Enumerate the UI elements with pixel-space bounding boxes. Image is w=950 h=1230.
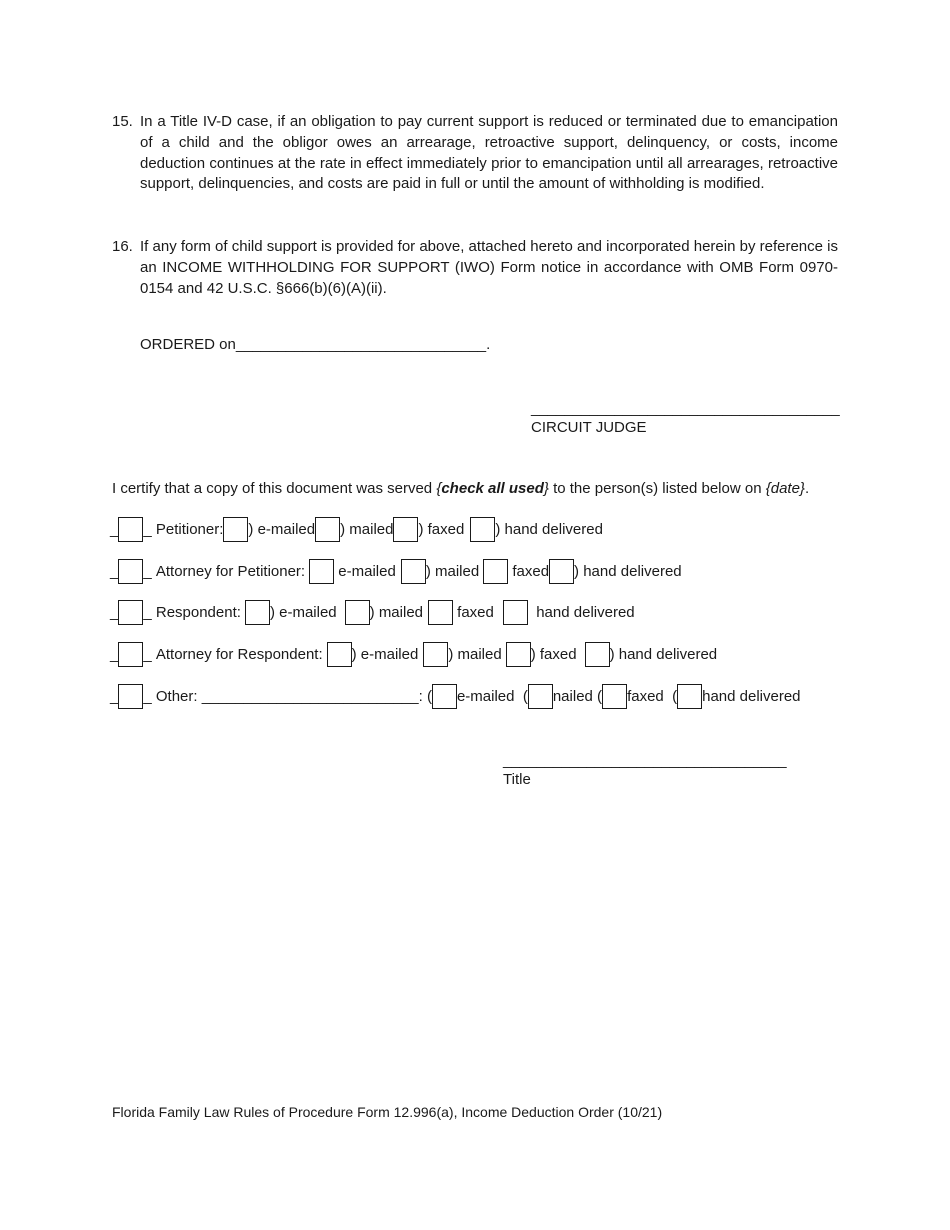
emailed-label: e-mailed	[257, 520, 316, 538]
faxed-label: faxed	[512, 562, 550, 580]
party-checkbox[interactable]	[118, 642, 143, 667]
mailed-label: nailed	[552, 687, 593, 705]
ordered-on-line	[140, 335, 490, 355]
party-label: Attorney for Petitioner:	[155, 562, 306, 580]
mailed-checkbox[interactable]	[315, 517, 340, 542]
paragraph-text: In a Title IV-D case, if an obligation to pay current support is reduced or terminated due to emancipation of a child and the obligor owes an arrearage, retroactive support, delinquency, or costs, income deduction continues at the rate in effect immediately prior to emancipation until all arrearages, retroactive support, delinquencies, and costs are paid in full or until the amount of withholding is modified.	[140, 113, 838, 193]
party-checkbox[interactable]	[118, 684, 143, 709]
party-checkbox[interactable]	[118, 517, 143, 542]
paragraph-15	[112, 112, 838, 195]
mailed-checkbox[interactable]	[345, 600, 370, 625]
service-row-respondent: _ _ Respondent: ) e-mailed ) mailed faxed hand delivered	[110, 598, 635, 626]
emailed-checkbox[interactable]	[245, 600, 270, 625]
hand-delivered-label: hand delivered	[504, 520, 603, 538]
emailed-label: e-mailed	[360, 645, 419, 663]
certify-instruction: {check all used}	[436, 480, 549, 497]
hand-delivered-label: hand delivered	[583, 562, 682, 580]
hand-delivered-checkbox[interactable]	[470, 517, 495, 542]
service-row-petitioner: _ _ Petitioner: ) e-mailed ) mailed ) faxed ) hand delivered	[110, 515, 603, 543]
certify-period: .	[804, 480, 810, 497]
certify-date: {date}	[765, 480, 805, 497]
mailed-label: mailed	[457, 645, 502, 663]
certification-statement	[112, 479, 809, 499]
faxed-checkbox[interactable]	[506, 642, 531, 667]
circuit-judge-label: CIRCUIT JUDGE	[531, 419, 647, 436]
hand-delivered-label: hand delivered	[536, 603, 635, 621]
emailed-label: e-mailed	[456, 687, 515, 705]
faxed-label: faxed	[457, 603, 494, 621]
faxed-label: faxed	[627, 687, 664, 705]
mailed-checkbox[interactable]	[401, 559, 426, 584]
paragraph-number: 15.	[112, 113, 133, 130]
paragraph-text: If any form of child support is provided for above, attached hereto and incorporated herein by reference is an INCOME WITHHOLDING FOR SUPPORT (IWO) Form notice in accordance with OMB Form 0970-0154 and 42 U.S.C. §666(b)(6)(A)(ii).	[140, 238, 838, 297]
party-label: Petitioner:	[155, 520, 224, 538]
emailed-checkbox[interactable]	[309, 559, 334, 584]
emailed-checkbox[interactable]	[223, 517, 248, 542]
title-label: Title	[503, 771, 531, 788]
certify-text-2: to the person(s) listed below on	[548, 480, 766, 497]
hand-delivered-checkbox[interactable]	[677, 684, 702, 709]
judge-signature-line[interactable]: _____________________________________	[531, 400, 840, 417]
certify-instruction-bold: check all used	[441, 480, 544, 497]
hand-delivered-label: hand delivered	[618, 645, 718, 663]
emailed-label: e-mailed	[338, 562, 396, 580]
faxed-checkbox[interactable]	[602, 684, 627, 709]
party-checkbox[interactable]	[118, 559, 143, 584]
ordered-date-field[interactable]: ______________________________	[235, 336, 487, 353]
other-name-field[interactable]: __________________________:	[201, 687, 423, 705]
mailed-label: mailed	[434, 562, 480, 580]
faxed-checkbox[interactable]	[428, 600, 453, 625]
ordered-on-label: ORDERED on	[140, 336, 236, 353]
party-label: Attorney for Respondent:	[155, 645, 323, 663]
mailed-checkbox[interactable]	[528, 684, 553, 709]
hand-delivered-checkbox[interactable]	[503, 600, 528, 625]
service-row-attorney-petitioner: _ _ Attorney for Petitioner: e-mailed ) mailed faxed ) hand delivered	[110, 557, 682, 585]
faxed-checkbox[interactable]	[483, 559, 508, 584]
mailed-label: mailed	[349, 520, 394, 538]
party-label: Respondent:	[155, 603, 241, 621]
party-checkbox[interactable]	[118, 600, 143, 625]
paragraph-number: 16.	[112, 238, 133, 255]
hand-delivered-checkbox[interactable]	[549, 559, 574, 584]
hand-delivered-checkbox[interactable]	[585, 642, 610, 667]
form-footer: Florida Family Law Rules of Procedure Form 12.996(a), Income Deduction Order (10/21)	[112, 1104, 663, 1120]
mailed-label: mailed	[378, 603, 423, 621]
service-row-other: _ _ Other: __________________________: ( e-mailed ( nailed ( faxed ( hand delivered	[110, 682, 801, 710]
faxed-checkbox[interactable]	[393, 517, 418, 542]
party-label: Other:	[155, 687, 198, 705]
mailed-checkbox[interactable]	[423, 642, 448, 667]
hand-delivered-label: hand delivered	[702, 687, 801, 705]
service-row-attorney-respondent: _ _ Attorney for Respondent: ) e-mailed ) mailed ) faxed ) hand delivered	[110, 640, 717, 668]
emailed-label: e-mailed	[279, 603, 337, 621]
emailed-checkbox[interactable]	[432, 684, 457, 709]
certify-text: I certify that a copy of this document was served	[112, 480, 437, 497]
title-signature-line[interactable]: __________________________________	[503, 752, 787, 769]
emailed-checkbox[interactable]	[327, 642, 352, 667]
faxed-label: faxed	[427, 520, 465, 538]
faxed-label: faxed	[539, 645, 577, 663]
ordered-period: .	[486, 336, 491, 353]
paragraph-16	[112, 237, 838, 299]
